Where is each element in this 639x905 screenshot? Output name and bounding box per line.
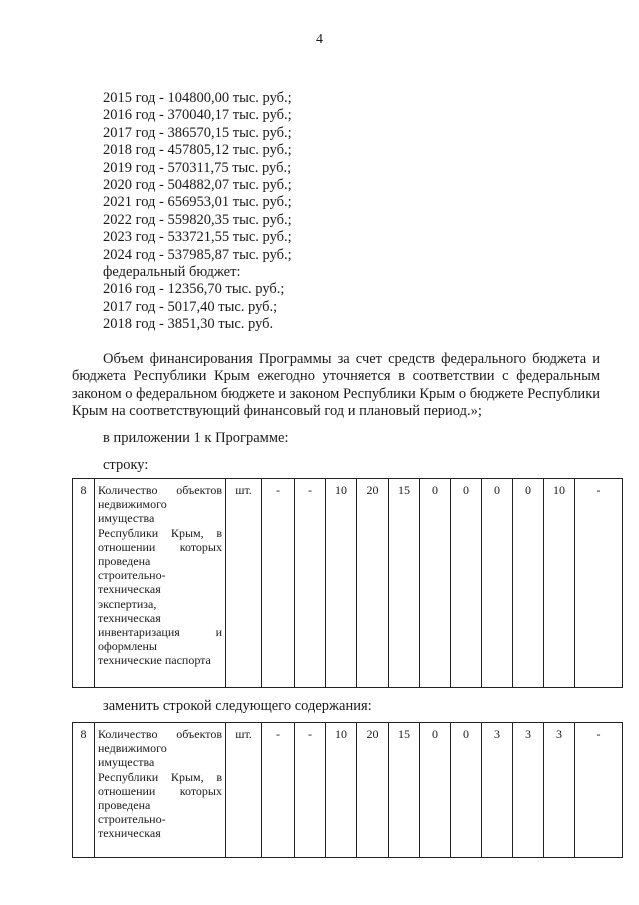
description-cell [95,723,226,858]
table-cell: 0 [451,723,482,858]
description-line: техническая [98,826,161,841]
description-line: оформлены [98,639,157,654]
funding-year-item: 2017 год - 386570,15 тыс. руб.; [103,124,292,141]
description-line: Республики Крым, в [98,769,222,784]
description-line: Количество объектов [98,727,222,741]
table-cell: - [262,479,295,688]
table-cell: - [575,479,623,688]
table-cell: 10 [326,479,357,688]
old-row-table [72,478,623,688]
description-line: строительно- [98,812,166,827]
funding-year-item: 2021 год - 656953,01 тыс. руб.; [103,194,292,211]
table-cell: - [295,479,326,688]
unit-cell: шт. [226,479,262,688]
table-cell: 3 [482,723,513,858]
table-cell: - [262,723,295,858]
table-cell: 0 [482,479,513,688]
replace-label: заменить строкой следующего содержания: [103,698,372,714]
row-number-cell: 8 [73,723,95,858]
description-line: строительно- [98,568,166,583]
table-cell: 10 [544,479,575,688]
table-cell: 0 [420,723,451,858]
table-cell: 15 [389,479,420,688]
description-line: проведена [98,798,151,813]
financing-paragraph: Объем финансирования Программы за счет средств федерального бюджета и бюджета Республики Крым ежегодно уточняется в соответствии с федеральным законом о федеральном бюджете и законом Республики Крым о бюджете Республики Крым на соответствующий финансовый год и плановый период.»; [72,351,600,420]
table-cell: 0 [451,479,482,688]
funding-year-item: 2019 год - 570311,75 тыс. руб.; [103,159,292,176]
table-cell: 20 [357,479,389,688]
description-line: имущества [98,755,155,770]
description-line: проведена [98,554,151,569]
description-line: Количество объектов [98,483,222,497]
federal-year-item: 2017 год - 5017,40 тыс. руб.; [103,298,278,315]
funding-year-item: 2016 год - 370040,17 тыс. руб.; [103,107,292,124]
table-cell: - [575,723,623,858]
table-cell: 0 [420,479,451,688]
description-line: имущества [98,511,155,526]
funding-year-item: 2020 год - 504882,07 тыс. руб.; [103,177,292,194]
funding-year-item: 2024 год - 537985,87 тыс. руб.; [103,246,292,263]
description-line: недвижимого [98,497,167,512]
description-line: отношении которых [98,539,222,554]
description-cell [95,479,226,688]
federal-budget-label: федеральный бюджет: [103,264,241,281]
description-line: технические паспорта [98,653,211,668]
description-line: Республики Крым, в [98,525,222,540]
description-line: отношении которых [98,783,222,798]
description-line: инвентаризация и [98,625,222,640]
table-cell: 3 [544,723,575,858]
row-label: строку: [103,457,149,473]
table-cell: - [295,723,326,858]
table-cell: 20 [357,723,389,858]
table-cell: 15 [389,723,420,858]
description-line: экспертиза, [98,596,157,611]
federal-year-item: 2016 год - 12356,70 тыс. руб.; [103,281,285,298]
unit-cell: шт. [226,723,262,858]
funding-list [103,90,292,334]
appendix-line: в приложении 1 к Программе: [103,430,289,446]
table-cell: 3 [513,723,544,858]
federal-year-item: 2018 год - 3851,30 тыс. руб. [103,316,274,333]
table-cell: 10 [326,723,357,858]
new-row-table [72,722,623,858]
page-number: 4 [316,32,323,47]
funding-year-item: 2022 год - 559820,35 тыс. руб.; [103,211,292,228]
row-number-cell: 8 [73,479,95,688]
description-line: техническая [98,582,161,597]
table-cell: 0 [513,479,544,688]
table-row [73,479,623,688]
description-line: недвижимого [98,741,167,756]
table-row [73,723,623,858]
funding-year-item: 2023 год - 533721,55 тыс. руб.; [103,229,292,246]
funding-year-item: 2015 год - 104800,00 тыс. руб.; [103,90,292,106]
description-line: техническая [98,610,161,625]
funding-year-item: 2018 год - 457805,12 тыс. руб.; [103,142,292,159]
